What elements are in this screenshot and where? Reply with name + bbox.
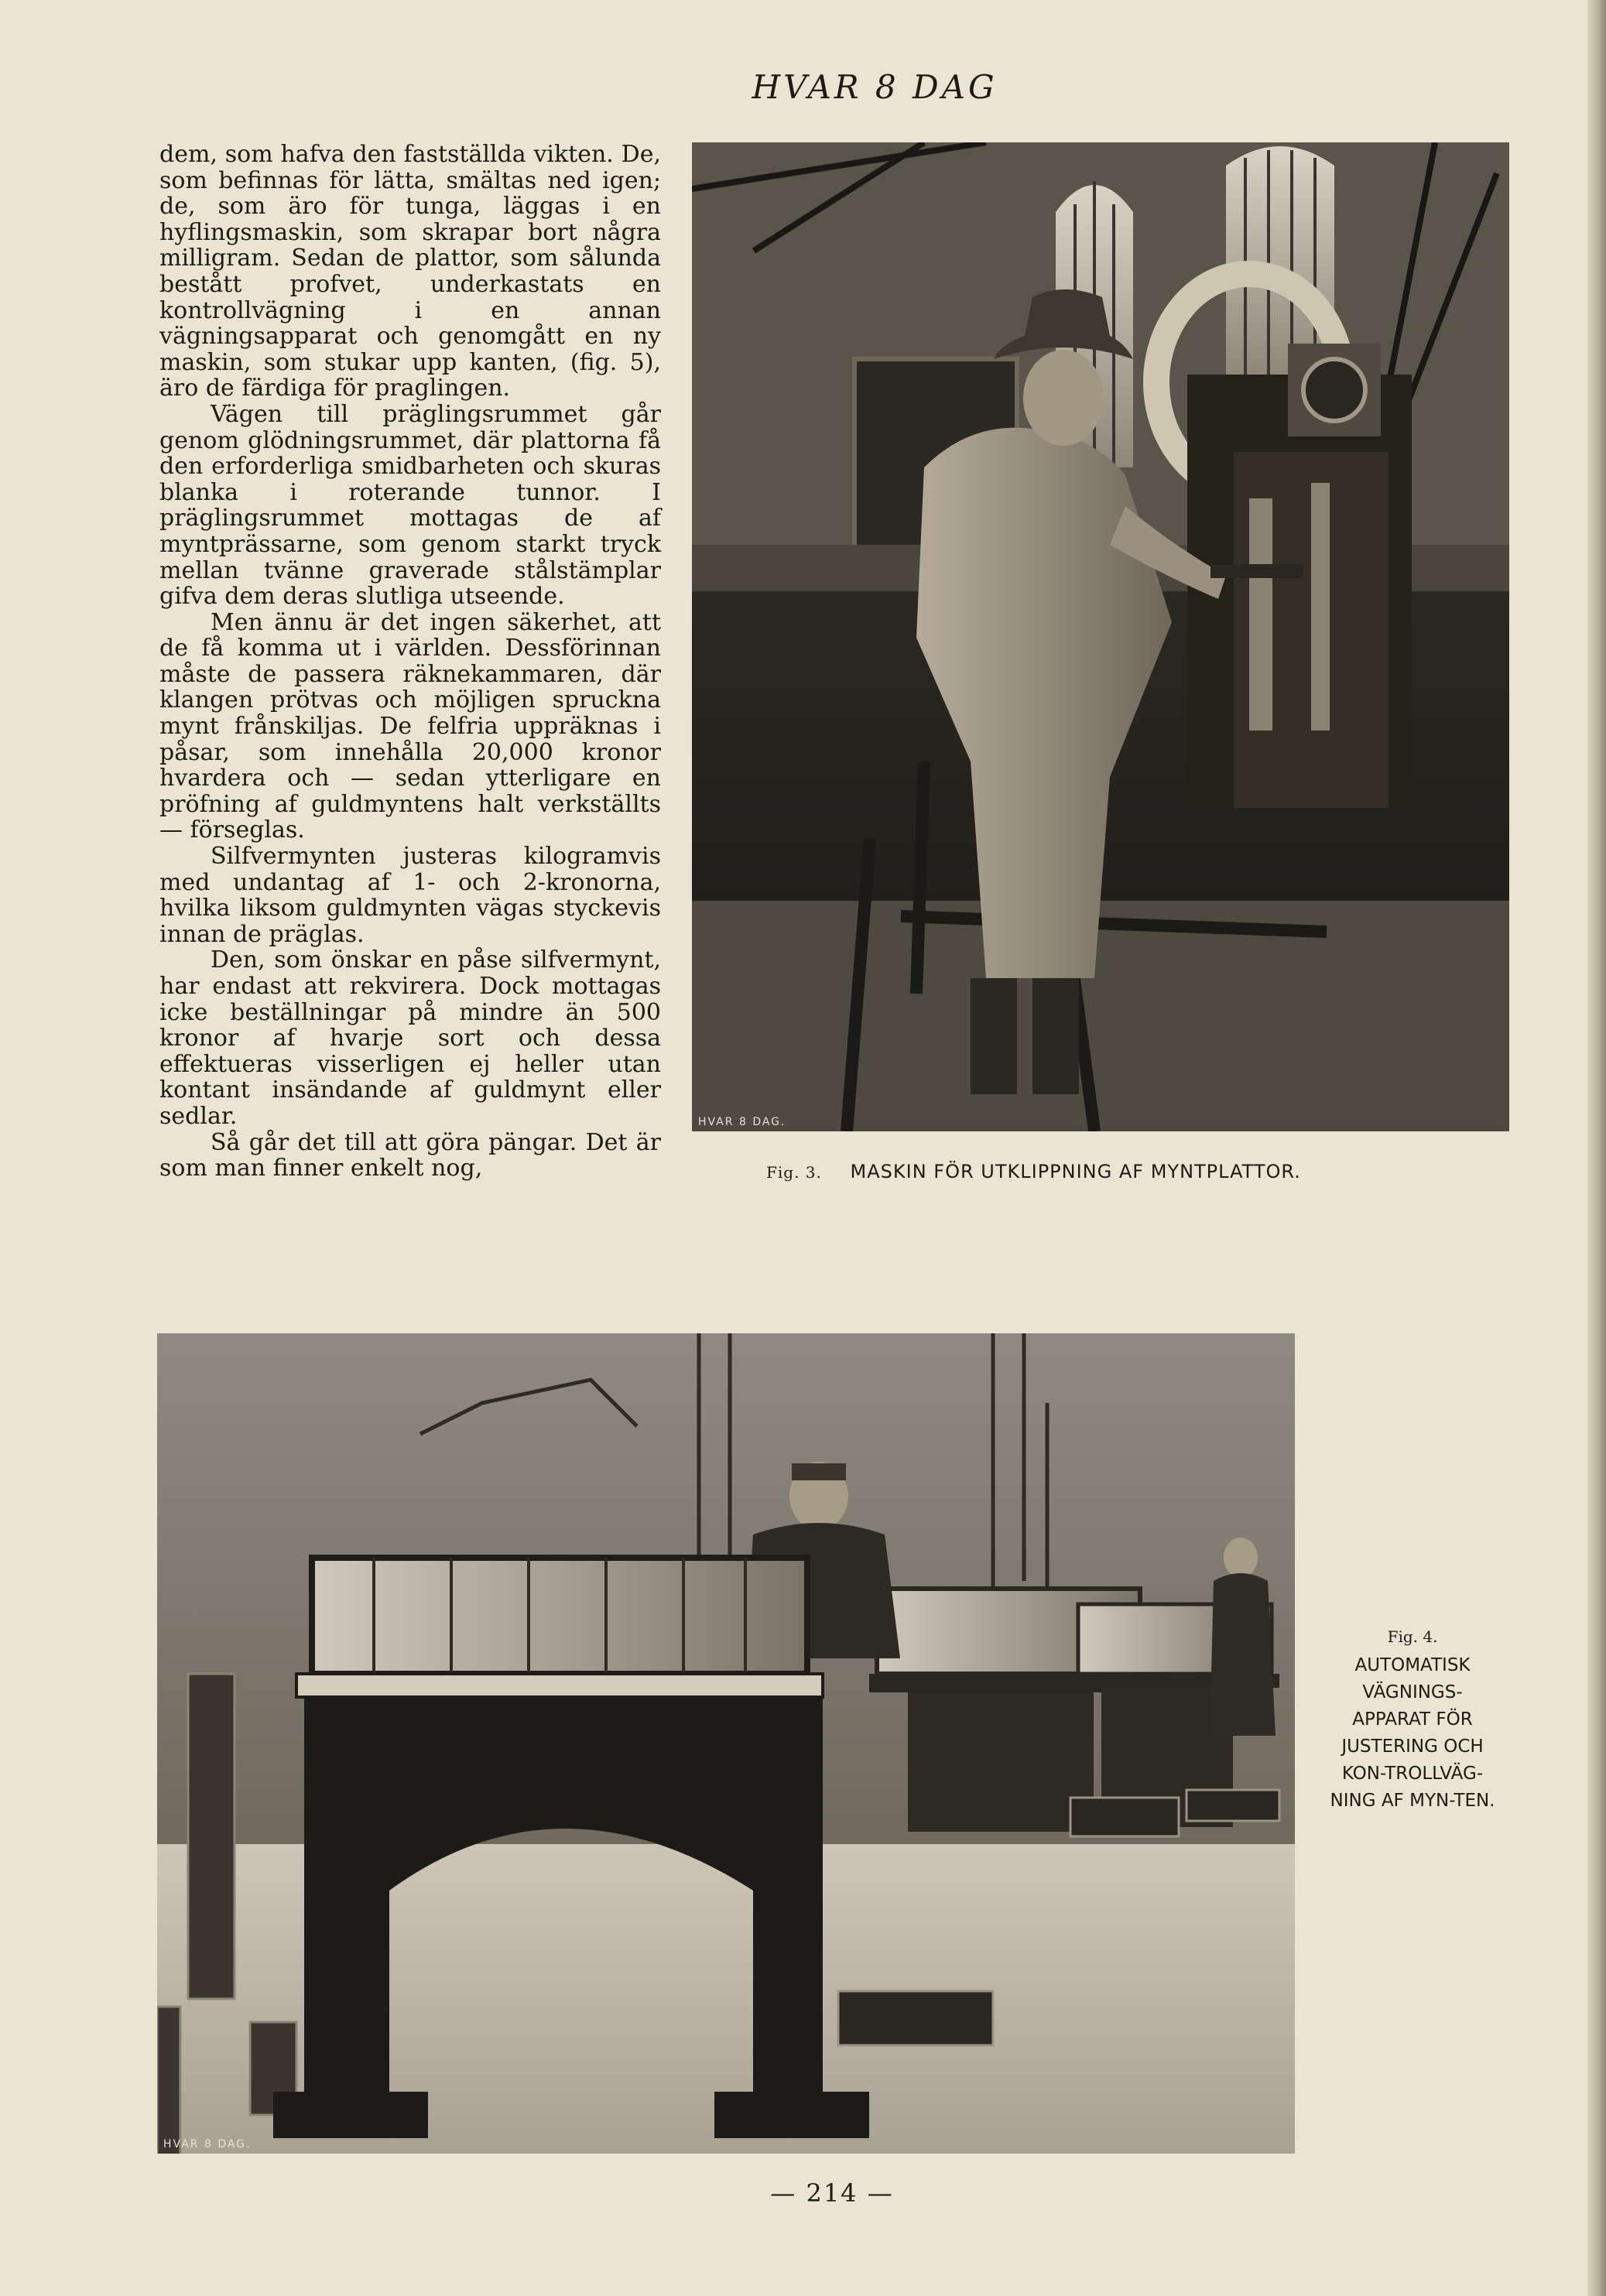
figure-3-caption-text: MASKIN FÖR UTKLIPPNING AF MYNTPLATTOR. xyxy=(850,1161,1301,1182)
page-number: — 214 — xyxy=(770,2178,894,2208)
paragraph-4: Silfvermynten justeras kilogramvis med undantag af 1- och 2-kronorna, hvilka liksom guldmynten vägas styckevis innan de präglas. xyxy=(159,843,661,948)
figure-3-credit: HVAR 8 DAG. xyxy=(698,1116,786,1128)
paragraph-2: Vägen till präglingsrummet går genom glödningsrummet, där plattorna få den erforderliga smidbarheten och skuras blanka i roterande tunnor. I präglingsrummet mottagas de af myntprässarne, som genom starkt tryck mellan tvänne graverade stålstämplar gifva dem deras slutliga utseende. xyxy=(159,400,661,611)
body-text-column xyxy=(159,142,661,1182)
figure-3-number: Fig. 3. xyxy=(766,1163,822,1182)
paragraph-1: dem, som hafva den fastställda vikten. De, som befinnas för lätta, smältas ned igen; de, som äro för tunga, läggas i en hyflingsmaskin, som skrapar bort några milligram. Sedan de plattor, som sålunda bestått profvet, underkastats en kontrollvägning i en annan vägningsapparat och genomgått en ny maskin, som stukar upp kanten, (fig. 5), äro de färdiga för praglingen. xyxy=(159,141,661,402)
figure-3-illustration xyxy=(692,142,1509,1131)
page-edge xyxy=(1587,0,1606,2296)
figure-4-caption xyxy=(1327,1624,1498,1815)
figure-4-credit: HVAR 8 DAG. xyxy=(163,2138,252,2151)
figure-4-photo xyxy=(157,1333,1295,2154)
paragraph-5: Den, som önskar en påse silfvermynt, har endast att rekvirera. Dock mottagas icke beställningar på mindre än 500 kronor af hvarje sort och dessa effektueras visserligen ej heller utan kontant insändande af guldmynt eller sedlar. xyxy=(159,946,661,1130)
figure-4-illustration xyxy=(157,1333,1295,2154)
paragraph-3: Men ännu är det ingen säkerhet, att de få komma ut i världen. Dessförinnan måste de passera räknekammaren, där klangen prötvas och möjligen spruckna mynt frånskiljas. De felfria uppräknas i påsar, som innehålla 20,000 kronor hvardera och — sedan ytterligare en pröfning af guldmyntens halt verkställts — förseglas. xyxy=(159,608,661,844)
paragraph-6: Så går det till att göra pängar. Det är som man finner enkelt nog, xyxy=(159,1128,661,1182)
figure-4-number: Fig. 4. xyxy=(1387,1627,1438,1646)
figure-3-caption xyxy=(766,1161,1463,1182)
running-head: HVAR 8 DAG xyxy=(752,68,998,106)
figure-3-photo xyxy=(692,142,1509,1131)
figure-4-caption-text: AUTOMATISK VÄGNINGS-APPARAT FÖR JUSTERING OCH KON-TROLLVÄG-NING AF MYN-TEN. xyxy=(1330,1655,1495,1811)
